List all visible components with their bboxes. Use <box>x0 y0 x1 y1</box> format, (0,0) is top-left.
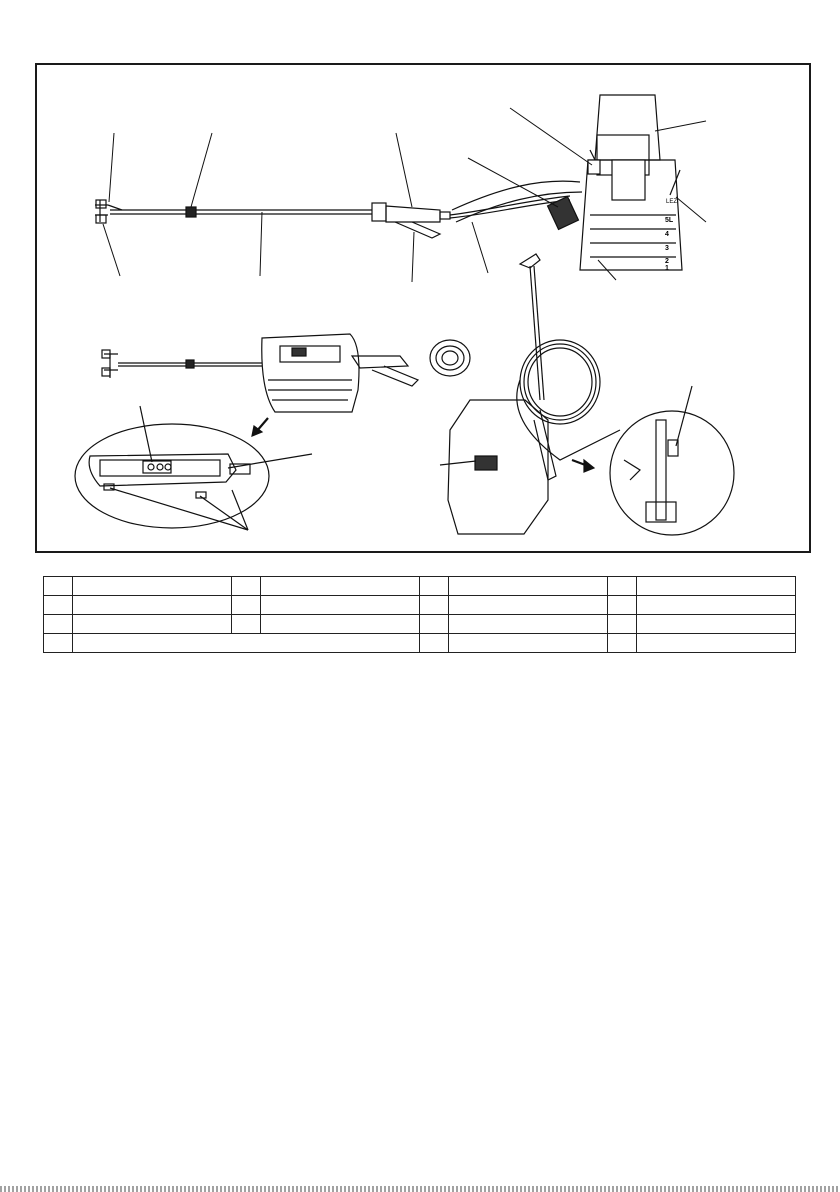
part-label-cell <box>637 634 796 653</box>
part-label-cell <box>449 615 608 634</box>
tank-level-mark: 4 <box>665 231 669 238</box>
part-number-cell <box>420 615 449 634</box>
assembled-sprayer <box>102 334 470 412</box>
tank-level-mark: 2 <box>665 258 669 265</box>
part-label-cell <box>261 615 420 634</box>
right-arrow <box>572 460 594 472</box>
dual-nozzle-head <box>95 200 122 223</box>
part-number-cell <box>420 634 449 653</box>
part-number-cell <box>608 634 637 653</box>
part-number-cell <box>44 615 73 634</box>
part-number-cell <box>420 596 449 615</box>
down-arrow <box>252 418 268 436</box>
tank-level-mark: 1 <box>665 265 669 272</box>
part-label-cell <box>449 577 608 596</box>
part-label-cell <box>449 596 608 615</box>
table-row <box>44 615 796 634</box>
tank-logo: LEZ <box>666 199 678 205</box>
part-label-cell-wide <box>73 634 420 653</box>
tank-level-mark: 3 <box>665 245 669 252</box>
part-number-cell <box>608 615 637 634</box>
part-label-cell <box>73 577 232 596</box>
part-number-cell <box>420 577 449 596</box>
footer-print-strip <box>0 1186 840 1192</box>
part-number-cell <box>608 596 637 615</box>
table-row <box>44 634 796 653</box>
part-number-cell <box>44 634 73 653</box>
zoom-detail-right <box>610 386 734 535</box>
part-number-cell <box>44 577 73 596</box>
tank-level-mark: 5L <box>665 217 674 224</box>
part-number-cell <box>232 596 261 615</box>
part-number-cell <box>232 615 261 634</box>
zoom-detail-left <box>75 406 312 530</box>
table-row <box>44 577 796 596</box>
spray-handle <box>372 203 450 238</box>
table-row <box>44 596 796 615</box>
pump-cap <box>548 197 579 230</box>
part-label-cell <box>637 615 796 634</box>
part-label-cell <box>73 615 232 634</box>
part-label-cell <box>261 577 420 596</box>
part-number-cell <box>232 577 261 596</box>
part-number-cell <box>608 577 637 596</box>
part-number-cell <box>44 596 73 615</box>
parts-legend-table <box>43 576 796 653</box>
tank-body <box>580 95 682 272</box>
part-label-cell <box>637 596 796 615</box>
lance-tube <box>110 207 372 217</box>
part-label-cell <box>449 634 608 653</box>
part-label-cell <box>637 577 796 596</box>
tank-with-hose <box>440 254 620 534</box>
part-label-cell <box>73 596 232 615</box>
part-label-cell <box>261 596 420 615</box>
